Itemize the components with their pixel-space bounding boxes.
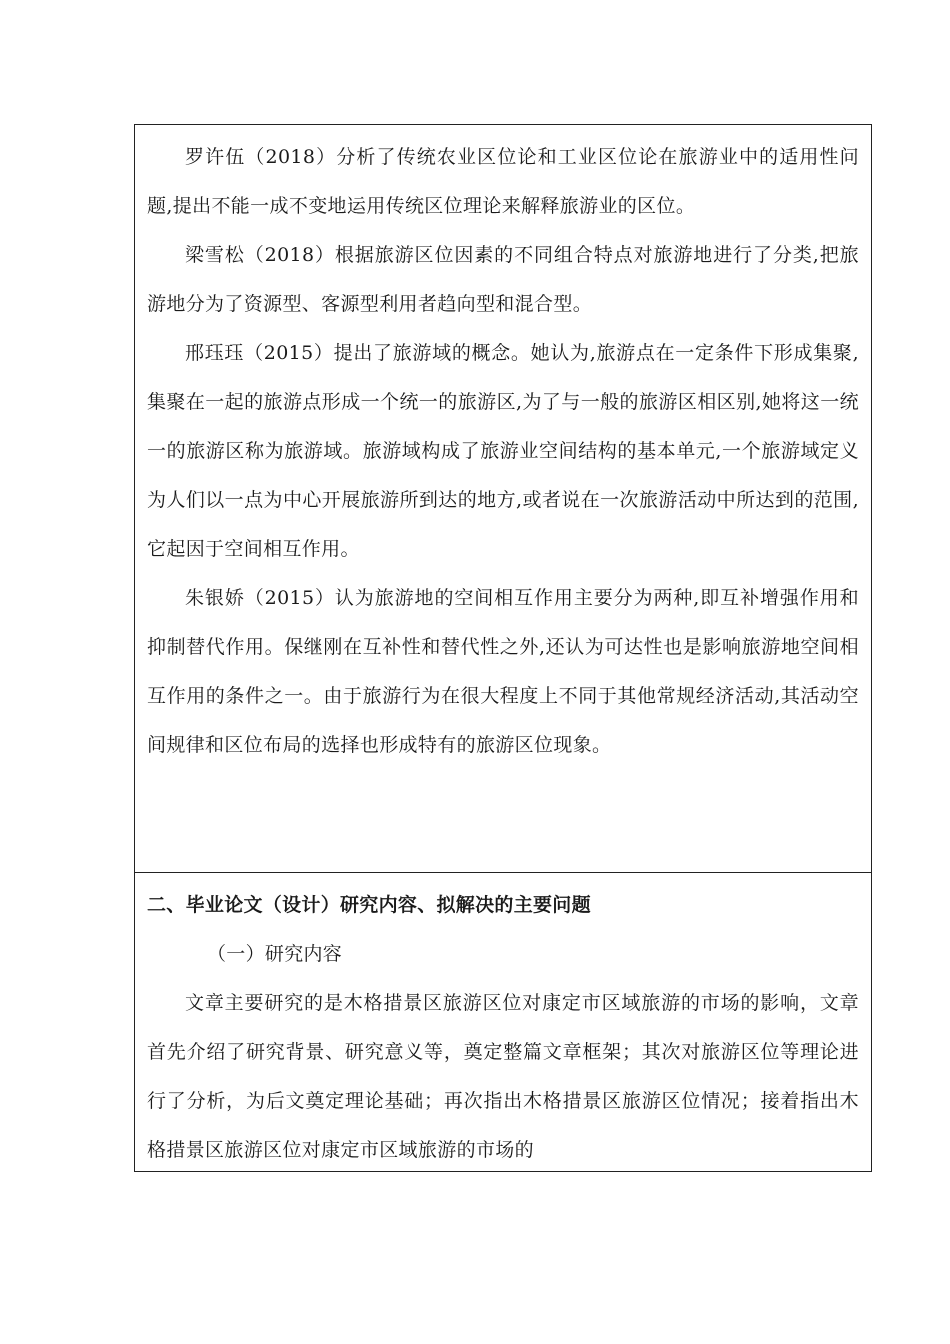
section-heading: 二、毕业论文（设计）研究内容、拟解决的主要问题 [147, 894, 591, 916]
literature-review-cell [135, 125, 871, 873]
subsection-heading: （一）研究内容 [207, 943, 343, 965]
paragraph-luo-xuwu: 罗许伍（2018）分析了传统农业区位论和工业区位论在旅游业中的适用性问题,提出不能一成不变地运用传统区位理论来解释旅游业的区位。 [147, 146, 859, 217]
paragraph-zhu-yinjiao: 朱银娇（2015）认为旅游地的空间相互作用主要分为两种,即互补增强作用和抑制替代作用。保继刚在互补性和替代性之外,还认为可达性也是影响旅游地空间相互作用的条件之一。由于旅游行为在很大程度上不同于其他常规经济活动,其活动空间规律和区位布局的选择也形成特有的旅游区位现象。 [147, 587, 859, 756]
paragraph-xing-juejue: 邢珏珏（2015）提出了旅游域的概念。她认为,旅游点在一定条件下形成集聚,集聚在一起的旅游点形成一个统一的旅游区,为了与一般的旅游区相区别,她将这一统一的旅游区称为旅游域。旅游域构成了旅游业空间结构的基本单元,一个旅游域定义为人们以一点为中心开展旅游所到达的地方,或者说在一次旅游活动中所达到的范围,它起因于空间相互作用。 [147, 342, 859, 560]
research-content-cell [135, 873, 871, 1171]
paragraph-research-content: 文章主要研究的是木格措景区旅游区位对康定市区域旅游的市场的影响，文章首先介绍了研究背景、研究意义等，奠定整篇文章框架；其次对旅游区位等理论进行了分析，为后文奠定理论基础；再次指出木格措景区旅游区位情况；接着指出木格措景区旅游区位对康定市区域旅游的市场的 [147, 992, 859, 1161]
paragraph-liang-xuesong: 梁雪松（2018）根据旅游区位因素的不同组合特点对旅游地进行了分类,把旅游地分为了资源型、客源型利用者趋向型和混合型。 [147, 244, 859, 315]
proposal-table [134, 124, 872, 1172]
